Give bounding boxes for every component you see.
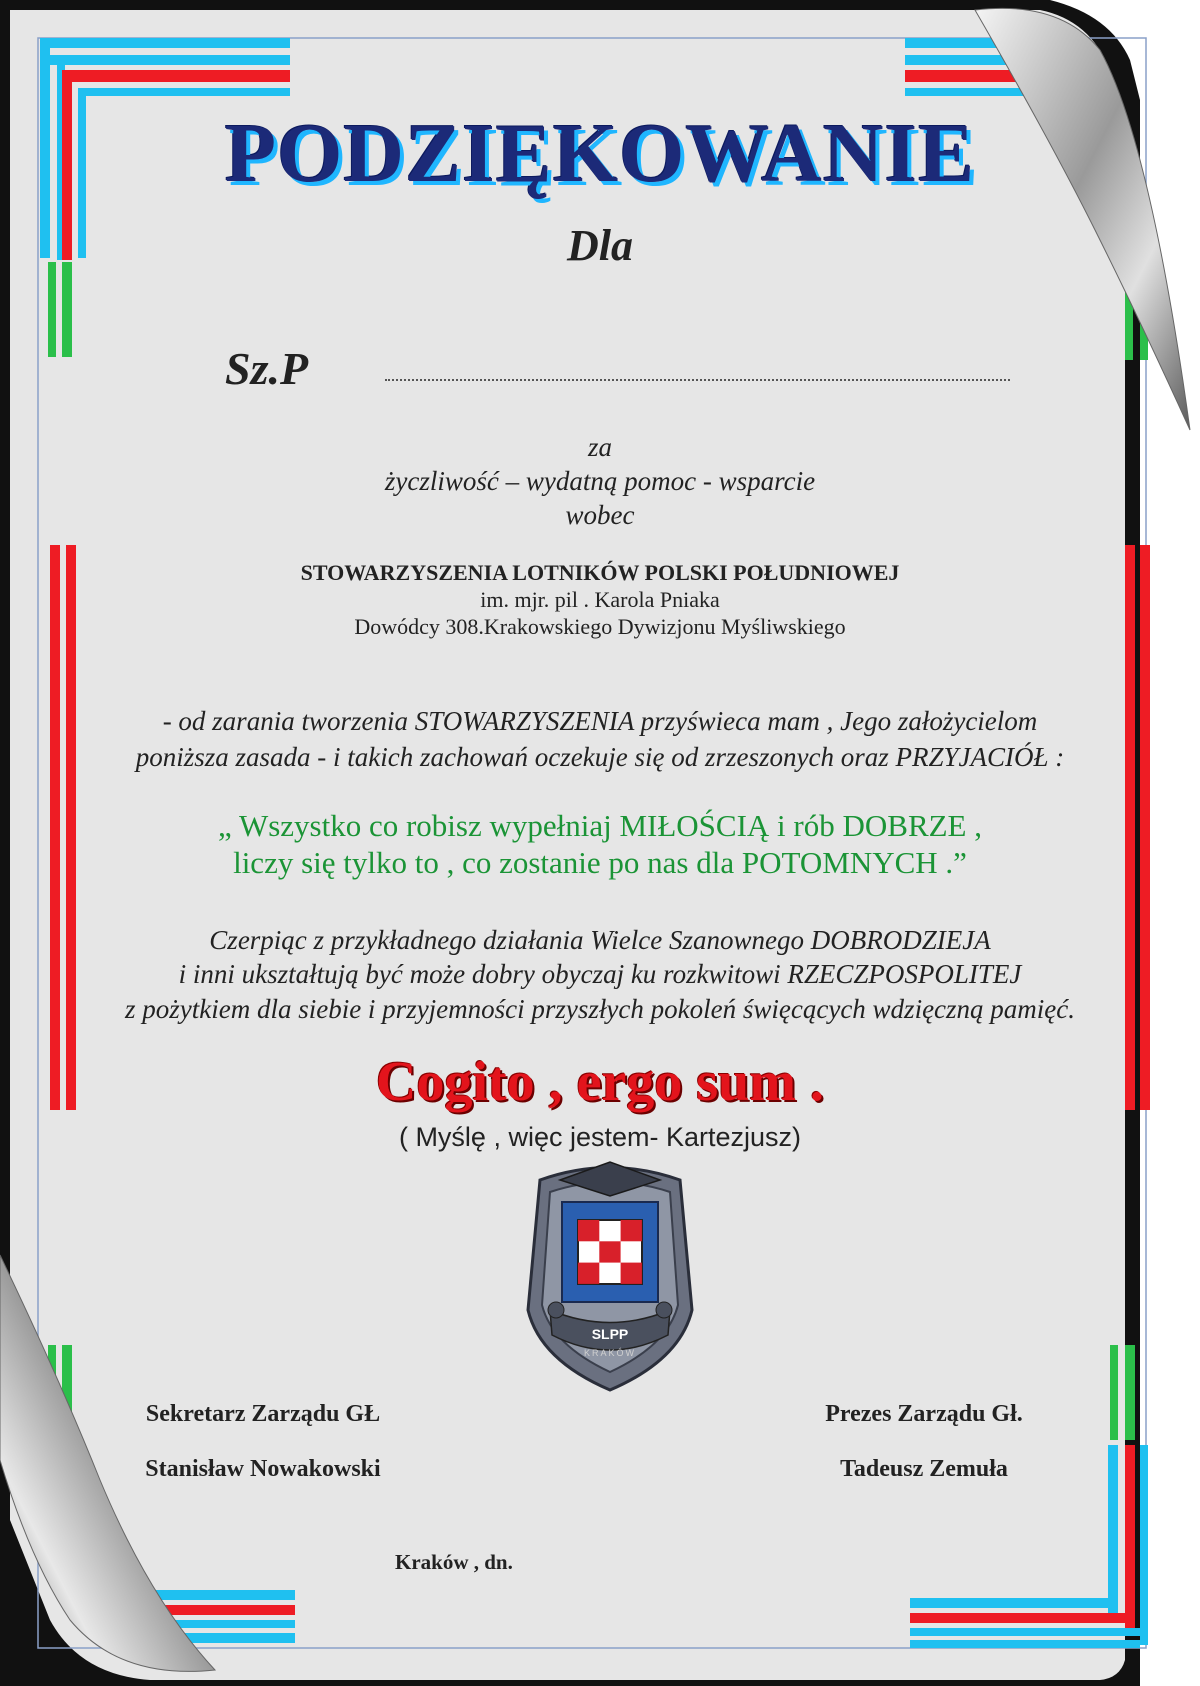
certificate-title: PODZIĘKOWANIE: [224, 107, 976, 200]
emblem-text-bottom: KRAKÓW: [583, 1348, 637, 1358]
signature-left-name: Stanisław Nowakowski: [145, 1456, 381, 1482]
quote-line-1: „ Wszystko co robisz wypełniaj MIŁOŚCIĄ i rób DOBRZE ,: [218, 808, 982, 843]
emblem-text-top: SLPP: [591, 1326, 629, 1342]
place-date: Kraków , dn.: [395, 1550, 513, 1574]
signature-left-role: Sekretarz Zarządu GŁ: [145, 1401, 381, 1427]
certificate-subtitle: Dla: [567, 221, 633, 270]
quote-line-2: liczy się tylko to , co zostanie po nas dla POTOMNYCH .”: [233, 845, 967, 880]
organization-name: STOWARZYSZENIA LOTNIKÓW POLSKI POŁUDNIOWEJ: [300, 560, 900, 585]
signature-right-role: Prezes Zarządu Gł.: [825, 1401, 1023, 1427]
closing-line-3: z pożytkiem dla siebie i przyjemności przyszłych pokoleń święcących wdzięczną pamięć.: [124, 994, 1076, 1024]
closing-line-2: i inni ukształtują być może dobry obyczaj ku rozkwitowi RZECZPOSPOLITEJ: [178, 959, 1022, 989]
motto-translation: ( Myślę , więc jestem- Kartezjusz): [398, 1122, 802, 1152]
recipient-prefix: Sz.P: [225, 343, 309, 394]
motto: Cogito , ergo sum .: [376, 1051, 824, 1113]
checkerboard-icon: [578, 1220, 642, 1284]
reason-line-3: wobec: [565, 500, 635, 530]
principle-intro-line-2: poniższa zasada - i takich zachowań oczekuje się od zrzeszonych oraz PRZYJACIÓŁ :: [135, 742, 1065, 772]
principle-intro-line-1: - od zarania tworzenia STOWARZYSZENIA przyświeca mam , Jego założycielom: [162, 706, 1038, 736]
recipient-name-line: [385, 379, 1010, 381]
closing-line-1: Czerpiąc z przykładnego działania Wielce Szanownego DOBRODZIEJA: [209, 925, 991, 955]
reason-line-2: życzliwość – wydatną pomoc - wsparcie: [384, 466, 816, 496]
slpp-emblem: [520, 1160, 700, 1400]
reason-line-1: za: [587, 432, 612, 462]
organization-patron: im. mjr. pil . Karola Pniaka: [480, 587, 720, 612]
organization-patron-role: Dowódcy 308.Krakowskiego Dywizjonu Myśliwskiego: [354, 614, 846, 639]
signature-right-name: Tadeusz Zemuła: [840, 1456, 1008, 1482]
